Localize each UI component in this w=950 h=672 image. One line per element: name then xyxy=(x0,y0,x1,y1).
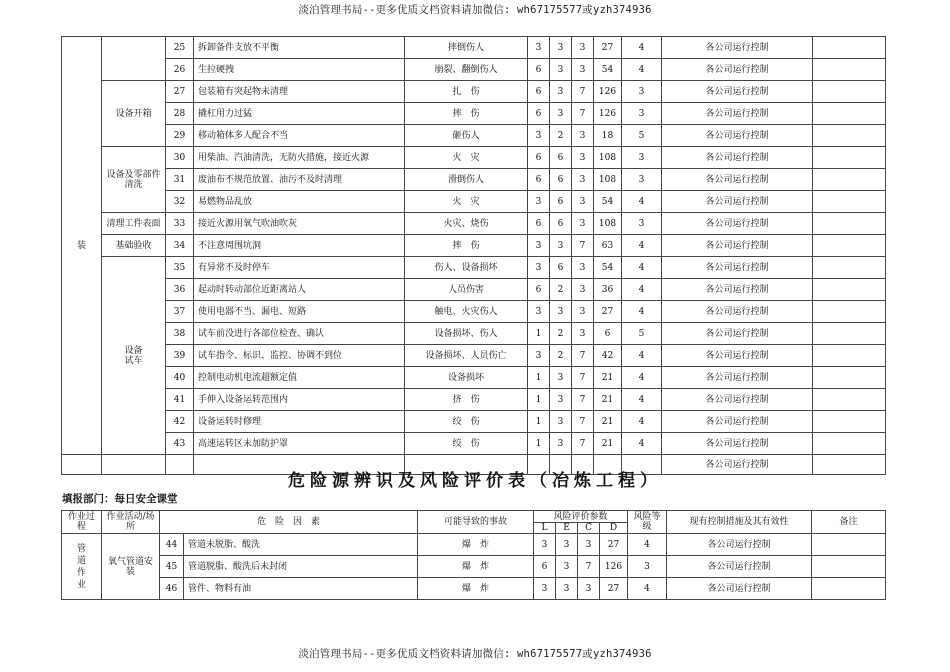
risk-level: 3 xyxy=(622,169,662,191)
param-D: 54 xyxy=(594,191,622,213)
row-number: 32 xyxy=(166,191,194,213)
param-C: 3 xyxy=(578,534,600,556)
possible-accident: 绞 伤 xyxy=(405,411,528,433)
param-L: 1 xyxy=(528,389,550,411)
param-L: 6 xyxy=(534,556,556,578)
hazard-factor: 试车前没进行各部位检查、确认 xyxy=(194,323,405,345)
hazard-factor: 起动时转动部位近距离站人 xyxy=(194,279,405,301)
param-C: 7 xyxy=(572,235,594,257)
control-measure: 各公司运行控制 xyxy=(662,59,813,81)
param-D: 126 xyxy=(594,103,622,125)
hazard-factor: 设备运转时修理 xyxy=(194,411,405,433)
row-number: 39 xyxy=(166,345,194,367)
table-row xyxy=(62,59,886,81)
header-note: 备注 xyxy=(812,511,886,534)
possible-accident: 爆 炸 xyxy=(418,578,534,600)
param-L: 6 xyxy=(528,279,550,301)
hazard-factor: 试车指令、标识、监控、协调不到位 xyxy=(194,345,405,367)
table-row xyxy=(62,556,886,578)
table-row xyxy=(62,345,886,367)
param-E: 6 xyxy=(550,213,572,235)
row-number: 35 xyxy=(166,257,194,279)
param-D: 108 xyxy=(594,213,622,235)
control-measure: 各公司运行控制 xyxy=(662,37,813,59)
risk-level: 4 xyxy=(622,279,662,301)
control-measure: 各公司运行控制 xyxy=(662,103,813,125)
param-E: 3 xyxy=(556,534,578,556)
risk-level: 5 xyxy=(622,323,662,345)
param-E: 3 xyxy=(550,235,572,257)
param-D: 27 xyxy=(600,534,628,556)
hazard-factor: 生拉硬拽 xyxy=(194,59,405,81)
control-measure: 各公司运行控制 xyxy=(662,345,813,367)
row-number: 25 xyxy=(166,37,194,59)
risk-level: 4 xyxy=(622,389,662,411)
control-measure: 各公司运行控制 xyxy=(662,389,813,411)
possible-accident: 绞 伤 xyxy=(405,433,528,455)
param-C: 3 xyxy=(572,37,594,59)
process-cell: 管道作业 xyxy=(62,534,102,600)
hazard-factor: 拆卸备件支放不平衡 xyxy=(194,37,405,59)
table-row xyxy=(62,37,886,59)
param-D: 108 xyxy=(594,169,622,191)
control-measure: 各公司运行控制 xyxy=(662,169,813,191)
department-label: 填报部门：每日安全课堂 xyxy=(62,493,178,505)
param-C: 3 xyxy=(572,191,594,213)
param-L: 3 xyxy=(528,257,550,279)
param-E: 3 xyxy=(550,37,572,59)
possible-accident: 设备损坏、人员伤亡 xyxy=(405,345,528,367)
hazard-factor: 包装箱有突起物未清理 xyxy=(194,81,405,103)
note-cell xyxy=(813,37,886,59)
param-E: 3 xyxy=(550,411,572,433)
activity-cell: 氧气管道安装 xyxy=(102,534,160,600)
hazard-factor: 手伸入设备运转范围内 xyxy=(194,389,405,411)
param-D: 27 xyxy=(594,37,622,59)
note-cell xyxy=(813,257,886,279)
control-measure: 各公司运行控制 xyxy=(662,191,813,213)
param-L: 3 xyxy=(528,125,550,147)
header-E: E xyxy=(556,523,578,534)
header-D: D xyxy=(600,523,628,534)
risk-level: 3 xyxy=(622,81,662,103)
param-C: 3 xyxy=(572,323,594,345)
param-C: 7 xyxy=(572,81,594,103)
param-D: 126 xyxy=(594,81,622,103)
risk-level: 4 xyxy=(622,411,662,433)
control-measure: 各公司运行控制 xyxy=(662,411,813,433)
control-measure: 各公司运行控制 xyxy=(662,147,813,169)
param-L: 3 xyxy=(528,235,550,257)
param-L: 3 xyxy=(528,37,550,59)
param-C: 3 xyxy=(572,59,594,81)
control-measure: 各公司运行控制 xyxy=(662,257,813,279)
note-cell xyxy=(813,169,886,191)
param-E: 2 xyxy=(550,345,572,367)
param-L: 1 xyxy=(528,323,550,345)
risk-level: 4 xyxy=(622,59,662,81)
note-cell xyxy=(813,81,886,103)
table-row xyxy=(62,81,886,103)
risk-level: 4 xyxy=(622,191,662,213)
activity-cell: 基础验收 xyxy=(102,235,166,257)
note-cell xyxy=(813,59,886,81)
hazard-table-smelting xyxy=(61,510,886,600)
header-L: L xyxy=(534,523,556,534)
param-C: 7 xyxy=(578,556,600,578)
param-E: 3 xyxy=(550,59,572,81)
row-number: 27 xyxy=(166,81,194,103)
activity-cell: 设备 试车 xyxy=(102,257,166,455)
possible-accident: 挤 伤 xyxy=(405,389,528,411)
param-L: 1 xyxy=(528,433,550,455)
note-cell xyxy=(812,556,886,578)
control-measure: 各公司运行控制 xyxy=(662,367,813,389)
possible-accident: 火灾、烧伤 xyxy=(405,213,528,235)
note-cell xyxy=(813,301,886,323)
param-C: 3 xyxy=(572,147,594,169)
table-row xyxy=(62,103,886,125)
header-level: 风险等级 xyxy=(628,511,667,534)
risk-level: 4 xyxy=(622,257,662,279)
param-D: 108 xyxy=(594,147,622,169)
activity-cell: 设备及零部件清洗 xyxy=(102,147,166,213)
hazard-factor: 管件、物料有油 xyxy=(184,578,418,600)
table-row xyxy=(62,213,886,235)
risk-level: 4 xyxy=(622,301,662,323)
row-number: 38 xyxy=(166,323,194,345)
table-row xyxy=(62,257,886,279)
param-E: 3 xyxy=(556,556,578,578)
risk-level: 4 xyxy=(622,235,662,257)
possible-accident: 崩裂、翻倒伤人 xyxy=(405,59,528,81)
row-number: 45 xyxy=(160,556,184,578)
control-measure: 各公司运行控制 xyxy=(662,301,813,323)
hazard-factor: 用柴油、汽油清洗，无防火措施，接近火源 xyxy=(194,147,405,169)
param-E: 6 xyxy=(550,191,572,213)
param-L: 3 xyxy=(528,345,550,367)
param-E: 6 xyxy=(550,257,572,279)
activity-cell: 清理工件表面 xyxy=(102,213,166,235)
param-D: 54 xyxy=(594,257,622,279)
table-row xyxy=(62,411,886,433)
param-C: 7 xyxy=(572,389,594,411)
param-D: 27 xyxy=(600,578,628,600)
risk-level: 4 xyxy=(622,37,662,59)
row-number: 29 xyxy=(166,125,194,147)
table-row xyxy=(62,367,886,389)
param-C: 3 xyxy=(572,169,594,191)
table-row xyxy=(62,323,886,345)
row-number: 46 xyxy=(160,578,184,600)
param-D: 21 xyxy=(594,433,622,455)
table-row xyxy=(62,433,886,455)
param-C: 3 xyxy=(572,213,594,235)
param-C: 7 xyxy=(572,433,594,455)
table-row xyxy=(62,191,886,213)
param-D: 54 xyxy=(594,59,622,81)
control-measure: 各公司运行控制 xyxy=(662,125,813,147)
hazard-factor: 管道未脱脂、酸洗 xyxy=(184,534,418,556)
note-cell xyxy=(813,235,886,257)
param-E: 3 xyxy=(550,103,572,125)
note-cell xyxy=(813,323,886,345)
note-cell xyxy=(813,345,886,367)
header-accident: 可能导致的事故 xyxy=(418,511,534,534)
table-row xyxy=(62,301,886,323)
param-E: 3 xyxy=(550,301,572,323)
param-C: 3 xyxy=(572,125,594,147)
risk-level: 3 xyxy=(622,213,662,235)
param-C: 7 xyxy=(572,345,594,367)
risk-level: 4 xyxy=(622,367,662,389)
param-D: 63 xyxy=(594,235,622,257)
row-number: 44 xyxy=(160,534,184,556)
possible-accident: 火 灾 xyxy=(405,147,528,169)
header-activity: 作业活动/场所 xyxy=(102,511,160,534)
param-D: 21 xyxy=(594,367,622,389)
risk-level: 4 xyxy=(622,345,662,367)
possible-accident: 设备损坏 xyxy=(405,367,528,389)
param-E: 6 xyxy=(550,147,572,169)
hazard-factor: 废油布不规范放置、油污不及时清理 xyxy=(194,169,405,191)
risk-level: 4 xyxy=(622,433,662,455)
possible-accident: 爆 炸 xyxy=(418,556,534,578)
risk-level: 5 xyxy=(622,125,662,147)
row-number: 41 xyxy=(166,389,194,411)
control-measure: 各公司运行控制 xyxy=(662,235,813,257)
param-L: 1 xyxy=(528,367,550,389)
param-C: 3 xyxy=(572,279,594,301)
page-title: 危险源辨识及风险评价表（冶炼工程） xyxy=(288,471,662,491)
table-row xyxy=(62,279,886,301)
control-measure: 各公司运行控制 xyxy=(662,81,813,103)
table-row xyxy=(62,169,886,191)
param-C: 3 xyxy=(578,578,600,600)
watermark-bottom: 淡泊管理书局--更多优质文档资料请加微信: wh67175577或yzh374936 xyxy=(298,648,652,660)
possible-accident: 设备损坏、伤人 xyxy=(405,323,528,345)
param-E: 6 xyxy=(550,169,572,191)
smelting-table-body xyxy=(62,534,886,600)
table-row xyxy=(62,235,886,257)
param-E: 3 xyxy=(550,389,572,411)
param-L: 3 xyxy=(534,578,556,600)
possible-accident: 滑倒伤人 xyxy=(405,169,528,191)
risk-level: 4 xyxy=(628,534,667,556)
param-D: 21 xyxy=(594,389,622,411)
param-C: 7 xyxy=(572,367,594,389)
possible-accident: 摔 伤 xyxy=(405,103,528,125)
possible-accident: 伤人、设备损坏 xyxy=(405,257,528,279)
param-E: 3 xyxy=(556,578,578,600)
table-row xyxy=(62,389,886,411)
param-C: 3 xyxy=(572,257,594,279)
possible-accident: 砸伤人 xyxy=(405,125,528,147)
note-cell xyxy=(813,147,886,169)
possible-accident: 触电、火灾伤人 xyxy=(405,301,528,323)
param-L: 6 xyxy=(528,169,550,191)
hazard-factor: 接近火源用氧气吹油吹灰 xyxy=(194,213,405,235)
risk-level: 4 xyxy=(628,578,667,600)
row-number: 30 xyxy=(166,147,194,169)
control-measure: 各公司运行控制 xyxy=(667,556,812,578)
possible-accident: 爆 炸 xyxy=(418,534,534,556)
row-number: 33 xyxy=(166,213,194,235)
param-L: 6 xyxy=(528,103,550,125)
param-D: 6 xyxy=(594,323,622,345)
row-number: 36 xyxy=(166,279,194,301)
hazard-factor: 控制电动机电流超额定值 xyxy=(194,367,405,389)
risk-level: 3 xyxy=(628,556,667,578)
note-cell xyxy=(813,125,886,147)
header-row xyxy=(62,511,886,523)
param-L: 6 xyxy=(528,59,550,81)
note-cell xyxy=(813,213,886,235)
param-D: 27 xyxy=(594,301,622,323)
control-measure: 各公司运行控制 xyxy=(667,534,812,556)
param-C: 7 xyxy=(572,411,594,433)
note-cell xyxy=(813,433,886,455)
watermark-top: 淡泊管理书局--更多优质文档资料请加微信: wh67175577或yzh374936 xyxy=(298,4,652,16)
hazard-factor: 使用电器不当、漏电、短路 xyxy=(194,301,405,323)
row-number: 34 xyxy=(166,235,194,257)
hazard-factor: 移动箱体多人配合不当 xyxy=(194,125,405,147)
header-params: 风险评价参数 xyxy=(534,511,628,523)
table-row xyxy=(62,125,886,147)
note-cell xyxy=(813,103,886,125)
row-number: 42 xyxy=(166,411,194,433)
note-cell xyxy=(813,389,886,411)
possible-accident: 摔 伤 xyxy=(405,235,528,257)
table-row xyxy=(62,147,886,169)
param-D: 21 xyxy=(594,411,622,433)
hazard-factor: 高速运转区未加防护罩 xyxy=(194,433,405,455)
header-C: C xyxy=(578,523,600,534)
hazard-factor: 不注意周围坑洞 xyxy=(194,235,405,257)
param-E: 3 xyxy=(550,367,572,389)
param-D: 18 xyxy=(594,125,622,147)
control-measure: 各公司运行控制 xyxy=(662,279,813,301)
control-measure: 各公司运行控制 xyxy=(662,323,813,345)
row-number: 26 xyxy=(166,59,194,81)
hazard-factor: 有异常不及时停车 xyxy=(194,257,405,279)
note-cell xyxy=(813,191,886,213)
note-cell xyxy=(812,534,886,556)
activity-cell: 设备开箱 xyxy=(102,81,166,147)
note-cell xyxy=(813,367,886,389)
param-L: 6 xyxy=(528,147,550,169)
row-number: 31 xyxy=(166,169,194,191)
control-measure: 各公司运行控制 xyxy=(662,213,813,235)
possible-accident: 扎 伤 xyxy=(405,81,528,103)
table-row xyxy=(62,578,886,600)
hazard-table-continued xyxy=(61,36,886,475)
param-C: 7 xyxy=(572,103,594,125)
row-number: 28 xyxy=(166,103,194,125)
param-L: 3 xyxy=(528,191,550,213)
param-L: 6 xyxy=(528,81,550,103)
table-row xyxy=(62,534,886,556)
header-measure: 现有控制措施及其有效性 xyxy=(667,511,812,534)
possible-accident: 火 灾 xyxy=(405,191,528,213)
param-E: 2 xyxy=(550,279,572,301)
row-number: 40 xyxy=(166,367,194,389)
possible-accident: 人员伤害 xyxy=(405,279,528,301)
param-D: 126 xyxy=(600,556,628,578)
control-measure: 各公司运行控制 xyxy=(662,455,813,475)
hazard-factor: 管道脱脂、酸洗后未封闭 xyxy=(184,556,418,578)
param-L: 3 xyxy=(534,534,556,556)
param-E: 3 xyxy=(550,81,572,103)
row-number: 37 xyxy=(166,301,194,323)
param-E: 2 xyxy=(550,125,572,147)
activity-cell xyxy=(102,37,166,81)
param-D: 36 xyxy=(594,279,622,301)
param-L: 1 xyxy=(528,411,550,433)
note-cell xyxy=(813,279,886,301)
control-measure: 各公司运行控制 xyxy=(662,433,813,455)
note-cell xyxy=(812,578,886,600)
param-E: 2 xyxy=(550,323,572,345)
param-L: 3 xyxy=(528,301,550,323)
risk-level: 3 xyxy=(622,147,662,169)
row-number: 43 xyxy=(166,433,194,455)
hazard-factor: 撬杠用力过猛 xyxy=(194,103,405,125)
param-E: 3 xyxy=(550,433,572,455)
risk-level: 3 xyxy=(622,103,662,125)
param-C: 3 xyxy=(572,301,594,323)
header-process: 作业过程 xyxy=(62,511,102,534)
note-cell xyxy=(813,411,886,433)
control-measure: 各公司运行控制 xyxy=(667,578,812,600)
param-D: 42 xyxy=(594,345,622,367)
hazard-factor: 易燃物品乱放 xyxy=(194,191,405,213)
hazard-table-body xyxy=(62,37,886,475)
header-factor: 危 险 因 素 xyxy=(160,511,418,534)
possible-accident: 摔倒伤人 xyxy=(405,37,528,59)
process-cell: 装 xyxy=(62,37,102,455)
param-L: 6 xyxy=(528,213,550,235)
